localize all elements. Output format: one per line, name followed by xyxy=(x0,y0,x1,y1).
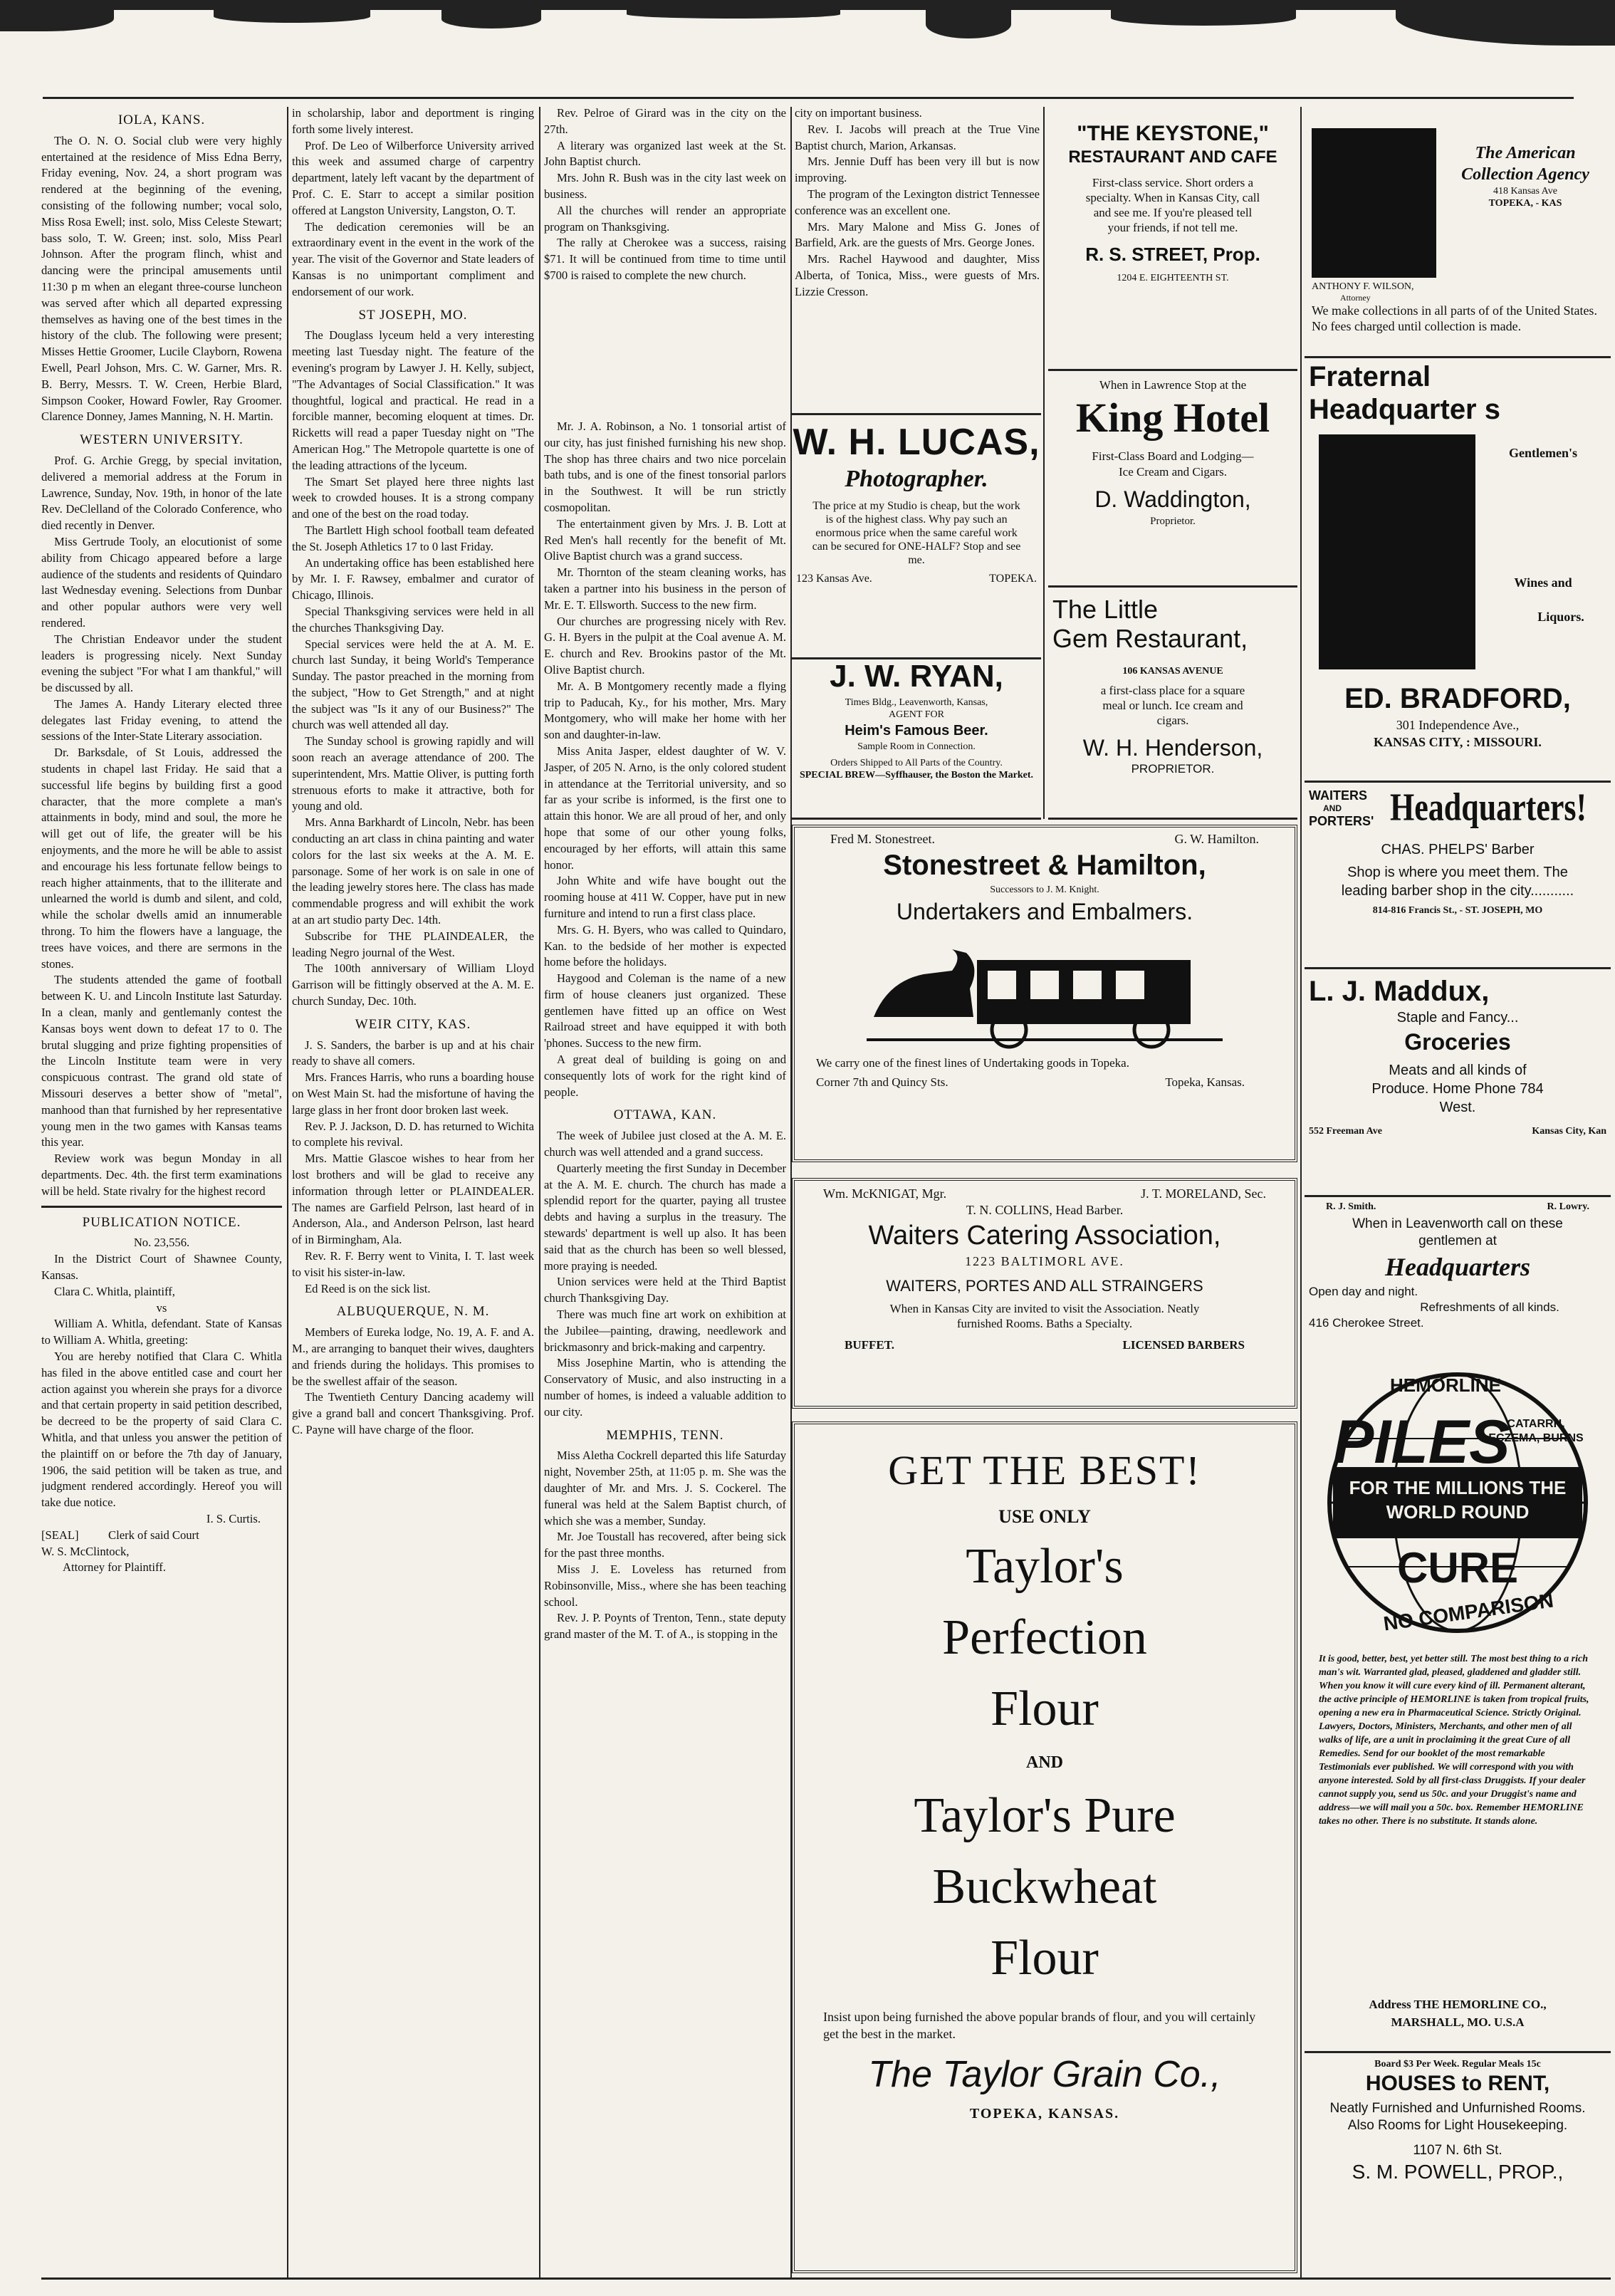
ad-stonestreet-hamilton xyxy=(792,825,1297,1162)
fraternal-image xyxy=(1319,434,1475,669)
article-paragraph: Rev. J. P. Poynts of Trenton, Tenn., state deputy grand master of the M. T. of A., is stopping in the xyxy=(544,1611,786,1642)
notice-paragraph: Clara C. Whitla, plaintiff, xyxy=(54,1284,175,1298)
hemorline-city: MARSHALL, MO. U.S.A xyxy=(1391,2015,1525,2029)
stone-address-row xyxy=(795,1071,1295,1090)
wca-body: When in Kansas City are invited to visit the Association. Neatly furnished Rooms. Baths a Specialty. xyxy=(889,1302,1200,1330)
article-paragraph: John White and wife have bought out the rooming house at 411 W. Copper, have put in new furniture and intend to run a first class place. xyxy=(544,874,786,920)
ad-little-gem-restaurant xyxy=(1048,588,1297,820)
article-paragraph: The students attended the game of football between K. U. and Lincoln Institute last Saturday. In a clean, manly and gentlemanly contest the Kansas boys went down to defeat 17 to 0. The brutal slugging and prize fighting propensities of the Lincoln Institute team were in very conspicuous contrast. The grand old state of Missouri deserves a better show of "metal", manhood than that furnished by her representative young men in the two games with Kansas teams this year. xyxy=(41,973,282,1149)
column-rule xyxy=(539,107,540,2279)
article-paragraph: The Smart Set played here three nights last week to crowded houses. It is a strong company and one of the best on the road today. xyxy=(292,474,534,521)
hemorline-piles: PILES xyxy=(1333,1408,1510,1476)
section-heading-iola: IOLA, KANS. xyxy=(117,113,206,127)
collection-name: The American Collection Agency xyxy=(1461,144,1589,184)
article-paragraph: The week of Jubilee just closed at the A. M. E. church was well attended and a grand success. xyxy=(544,1129,786,1159)
fraternal-owner: ED. BRADFORD, xyxy=(1344,683,1571,714)
fraternal-address: 301 Independence Ave., xyxy=(1396,718,1520,732)
hemorline-cure: CURE xyxy=(1397,1544,1519,1592)
article-paragraph: The 100th anniversary of William Lloyd Garrison will be fittingly observed at the A. M. E. church Sunday, Dec. 10th. xyxy=(292,961,534,1008)
article-paragraph: Special services were held the at A. M. E. church last Sunday, it being World's Temperance Sunday. The pastor preached in the morning from the subject, "How to Get Strength," and at night the subject was "Is it any of our Business?" The church was well attended all day. xyxy=(292,637,534,732)
notice-signature: Attorney for Plaintiff. xyxy=(63,1560,166,1575)
article-paragraph: Members of Eureka lodge, No. 19, A. F. and A. M., are arranging to banquet their wives, daughters and friends during the holidays. This promises to be the swellest affair of the season. xyxy=(292,1325,534,1388)
flour-flour: Flour xyxy=(991,1681,1099,1736)
houses-body: Neatly Furnished and Unfurnished Rooms. Also Rooms for Light Housekeeping. xyxy=(1329,2101,1586,2133)
hq-name: R. J. Smith. xyxy=(1326,1201,1376,1212)
stone-name: Stonestreet & Hamilton, xyxy=(883,850,1206,881)
damaged-top-edge xyxy=(0,0,1615,107)
article-paragraph: Mrs. Mary Malone and Miss G. Jones of Barfield, Ark. are the guests of Mrs. George Jones. xyxy=(795,219,1040,250)
keystone-address: 1204 E. EIGHTEENTH ST. xyxy=(1117,273,1229,283)
fraternal-line1: Fraternal xyxy=(1309,361,1431,392)
article-paragraph: The Christian Endeavor under the student leaders is progressing nicely. Next Sunday evening the subject "For what I am thankful," will be discussed by all. xyxy=(41,632,282,695)
stone-title: Undertakers and Embalmers. xyxy=(896,899,1193,924)
ad-keystone-restaurant xyxy=(1048,121,1297,371)
flour-use-only: USE ONLY xyxy=(998,1506,1091,1527)
article-paragraph: Haygood and Coleman is the name of a new firm of house cleaners just organized. These gentlemen have fitted up an office on West Railroad street and have equipped it with both 'phones. Success to the new firm. xyxy=(544,971,786,1050)
collection-city: TOPEKA, - KAS xyxy=(1488,198,1562,209)
ad-hemorline-piles-cure xyxy=(1305,1353,1611,2053)
notice-paragraph: William A. Whitla, defendant. State of Kansas to William A. Whitla, greeting: xyxy=(41,1317,282,1347)
section-heading-memphis: MEMPHIS, TENN. xyxy=(606,1427,724,1443)
ad-waiters-catering-association xyxy=(792,1178,1297,1409)
ad-maddux-groceries xyxy=(1305,970,1611,1197)
article-paragraph: city on important business. xyxy=(795,106,922,120)
king-line: First-Class Board and Lodging— xyxy=(1092,449,1254,463)
gem-prop: PROPRIETOR. xyxy=(1131,762,1215,776)
stone-partner: G. W. Hamilton. xyxy=(1174,832,1259,846)
stone-successor: Successors to J. M. Knight. xyxy=(990,885,1099,895)
flour-taylors-pure: Taylor's Pure xyxy=(914,1788,1176,1843)
ryan-product: Heim's Famous Beer. xyxy=(845,723,988,739)
ad-waiters-porters-headquarters xyxy=(1305,783,1611,969)
column-rule xyxy=(1300,107,1302,2279)
notice-vs: vs xyxy=(156,1300,167,1315)
article-paragraph: The Twentieth Century Dancing academy will give a grand ball and concert Thanksgiving. Prof. C. Payne will have charge of the floor. xyxy=(292,1390,534,1436)
column-rule xyxy=(287,107,288,2279)
article-paragraph: Mrs. G. H. Byers, who was called to Quindaro, Kan. to the bedside of her mother is expected home before the holidays. xyxy=(544,922,786,969)
wca-secretary: J. T. MORELAND, Sec. xyxy=(1141,1186,1266,1201)
article-paragraph: in scholarship, labor and deportment is ringing forth some lively interest. xyxy=(292,106,534,136)
flour-headline: GET THE BEST! xyxy=(888,1447,1201,1493)
lucas-address: 123 Kansas Ave. xyxy=(796,573,872,585)
article-paragraph: The Sunday school is growing rapidly and will soon reach an average attendance of 200. The superintendent, Mrs. Mattie Oliver, is putting forth strenuous eforts to make it attractive, both for young and old. xyxy=(292,734,534,813)
keystone-sub: RESTAURANT AND CAFE xyxy=(1068,147,1277,167)
gem-line1: The Little xyxy=(1052,595,1159,624)
gem-line2: Gem Restaurant, xyxy=(1052,624,1248,653)
houses-owner: S. M. POWELL, PROP., xyxy=(1352,2161,1564,2183)
article-paragraph: Mrs. Mattie Glascoe wishes to hear from her lost brothers and will be glad to receive any information through letter or PLAINDEALER. The names are Garfield Pelrson, last heard of in Anderson, Ala., and Anderson Pelrson, last heard of in Birmingham, Ala. xyxy=(292,1152,534,1247)
ryan-line: Sample Room in Connection. xyxy=(857,741,976,752)
wca-sub: WAITERS, PORTES AND ALL STRAINGERS xyxy=(886,1277,1203,1295)
article-paragraph: Special Thanksgiving services were held in all the churches Thanksgiving Day. xyxy=(292,604,534,635)
column-1 xyxy=(41,105,282,2285)
king-prop: Proprietor. xyxy=(1150,516,1196,527)
hq-address: 416 Cherokee Street. xyxy=(1309,1316,1424,1330)
fraternal-gentlemens: Gentlemen's xyxy=(1509,446,1577,460)
maddux-city: Kansas City, Kan xyxy=(1532,1126,1606,1137)
maddux-address: 552 Freeman Ave xyxy=(1309,1126,1382,1137)
article-paragraph: Rev. I. Jacobs will preach at the True Vine Baptist church, Marion, Arkansas. xyxy=(795,122,1040,152)
article-paragraph: Miss J. E. Loveless has returned from Robinsonville, Miss., where she has been teaching school. xyxy=(544,1562,786,1609)
article-paragraph: Miss Anita Jasper, eldest daughter of W. V. Jasper, of 205 N. Arno, is the only colored student in attendance at the Territorial university, and so far as your scribe is informed, is the first one to attain this honor. We are all proud of her, and only hope that some of our other young folks, encouraged by her efforts, will attain this same honor. xyxy=(544,743,786,872)
section-heading-weir-city: WEIR CITY, KAS. xyxy=(355,1016,471,1032)
ad-lucas-photographer-box xyxy=(792,413,1041,659)
article-paragraph: Rev. P. J. Jackson, D. D. has returned to Wichita to complete his revival. xyxy=(292,1119,534,1149)
wp-line: PORTERS' xyxy=(1309,814,1374,828)
fraternal-liquors: Liquors. xyxy=(1537,610,1584,624)
article-paragraph: J. S. Sanders, the barber is up and at his chair ready to shave all comers. xyxy=(292,1038,534,1068)
article-paragraph: All the churches will render an appropriate program on Thanksgiving. xyxy=(544,203,786,234)
ad-houses-to-rent xyxy=(1305,2054,1611,2277)
portrait-image xyxy=(1312,128,1436,278)
flour-and: AND xyxy=(1026,1753,1063,1772)
king-line: Ice Cream and Cigars. xyxy=(1119,465,1227,479)
article-paragraph: Review work was begun Monday in all departments. Dec. 4th. the first term examinations will be held. State rivalry for the highest record xyxy=(41,1152,282,1198)
stone-city: Topeka, Kansas. xyxy=(1165,1075,1245,1089)
column-3-top xyxy=(544,105,786,419)
wca-address: 1223 BALTIMORL AVE. xyxy=(965,1254,1124,1268)
notice-paragraph: You are hereby notified that Clara C. Whitla has filed in the above entitled case and court her action against you wherein she prays for a divorce and that certain property in said petition described, be decreed to be the property of said Clara C. Whitla, and that unless you answer the petition of the plaintiff on or before the 7th day of January, 1906, the said petition will be taken as true, and judgment rendered accordingly. Hereof you will take due notice. xyxy=(41,1349,282,1510)
hq-names-row xyxy=(1305,1198,1611,1216)
ryan-line: SPECIAL BREW—Syffhauser, the Boston the Market. xyxy=(799,770,1034,781)
ad-collection-agency xyxy=(1305,121,1611,358)
collection-body: We make collections in all parts of of the United States. No fees charged until collection is made. xyxy=(1312,303,1597,333)
stone-partner: Fred M. Stonestreet. xyxy=(830,832,935,846)
article-paragraph: Quarterly meeting the first Sunday in December at the A. M. E. church. The church has made a splendid report for the quarter, paying all trustee debts and having a surplus in the treasury. The stewards' department is well up also. It has been said that as the church has been so well blessed, more praying is needed. xyxy=(544,1161,786,1273)
article-paragraph: A great deal of building is going on and consequently lots of work for the right kind of people. xyxy=(544,1053,786,1099)
fraternal-wines: Wines and xyxy=(1514,575,1572,590)
stone-body: We carry one of the finest lines of Undertaking goods in Topeka. xyxy=(816,1056,1129,1070)
article-paragraph: There was much fine art work on exhibition at the Jubilee—painting, drawing, needlework and brickmasonry and brick-making and carpentry. xyxy=(544,1308,786,1354)
maddux-groceries: Groceries xyxy=(1404,1029,1511,1055)
hemorline-top: HEMORLINE xyxy=(1390,1374,1501,1396)
hq-headquarters: Headquarters xyxy=(1384,1253,1530,1281)
article-paragraph: Rev. R. F. Berry went to Vinita, I. T. last week to visit his sister-in-law. xyxy=(292,1248,534,1279)
column-2 xyxy=(292,105,534,2285)
ryan-name: J. W. RYAN, xyxy=(830,659,1003,694)
flour-city: TOPEKA, KANSAS. xyxy=(969,2106,1120,2122)
ad-fraternal-headquarters xyxy=(1305,360,1611,783)
article-paragraph: The Douglass lyceum held a very interesting meeting last Tuesday night. The feature of the evening's program by Lawyer J. H. Kelly, subject, "The Advantages of Social Classification." It was thoughtful, logical and practical. He read in a forcible manner, becoming eloquent at times. Dr. Ricketts will read a paper Tuesday night on "The American Hog." The Metropole quartette is one of the leading attractions of the lyceum. xyxy=(292,328,534,472)
article-paragraph: Mrs. John R. Bush was in the city last week on business. xyxy=(544,171,786,201)
lucas-city: TOPEKA. xyxy=(989,573,1037,585)
ryan-line: Orders Shipped to All Parts of the Country. xyxy=(830,758,1003,768)
collection-role: Attorney xyxy=(1340,293,1371,303)
article-paragraph: Miss Gertrude Tooly, an elocutionist of some ability from Chicago appeared before a large audience of the students and residents of Quindaro last Wednesday evening. Selections from Dunbar and other popular authors were very well rendered. xyxy=(41,534,282,630)
article-paragraph: Rev. Pelroe of Girard was in the city on the 27th. xyxy=(544,106,786,136)
wp-headquarters: Headquarters! xyxy=(1390,785,1587,829)
wca-name: Waiters Catering Association, xyxy=(868,1221,1221,1251)
wp-body: Shop is where you meet them. The leading barber shop in the city........... xyxy=(1341,865,1574,899)
column-4-top xyxy=(795,105,1040,412)
article-paragraph: Mr. Thornton of the steam cleaning works, has taken a partner into his business in the person of Mr. E. T. Ellsworth. Success to the new firm. xyxy=(544,565,786,612)
article-paragraph: The entertainment given by Mrs. J. B. Lott at Red Men's hall recently for the benefit of Mt. Olive Baptist church was a grand success. xyxy=(544,516,786,563)
article-paragraph: The rally at Cherokee was a success, raising $71. It will be continued from time to time until $700 is raised to complete the new church. xyxy=(544,236,786,282)
flour-buckwheat: Buckwheat xyxy=(932,1859,1157,1914)
section-heading-ottawa: OTTAWA, KAN. xyxy=(613,1107,717,1123)
wca-officers-row xyxy=(795,1181,1295,1201)
king-name: King Hotel xyxy=(1075,395,1270,441)
notice-signature: [SEAL] Clerk of said Court xyxy=(41,1528,199,1542)
wp-line: WAITERS xyxy=(1309,788,1368,803)
ad-ryan-beer xyxy=(792,657,1041,820)
ryan-line: AGENT FOR xyxy=(889,709,944,720)
maddux-address-row xyxy=(1305,1121,1611,1142)
page-bottom-rule xyxy=(41,2277,1611,2280)
hearse-illustration xyxy=(845,932,1244,1053)
lucas-body: The price at my Studio is cheap, but the work is of the highest class. Why pay such an enormous price when the same careful work can be secured for ONE-HALF? Stop and see me. xyxy=(812,500,1021,566)
keystone-body: First-class service. Short orders a specialty. When in Kansas City, call and see me. If you're pleased tell your friends, if not tell me. xyxy=(1085,176,1260,234)
keystone-prop: R. S. STREET, Prop. xyxy=(1085,244,1260,265)
hq-name: R. Lowry. xyxy=(1547,1201,1589,1212)
article-paragraph: Mrs. Frances Harris, who runs a boarding house on West Main St. had the misfortune of having the large glass in her front door broken last week. xyxy=(292,1070,534,1117)
hemorline-no-comparison: NO COMPARISON xyxy=(1381,1589,1555,1635)
wp-address: 814-816 Francis St., - ST. JOSEPH, MO xyxy=(1372,905,1543,916)
lucas-name: W. H. LUCAS, xyxy=(793,422,1040,463)
article-paragraph: Mr. A. B Montgomery recently made a flying trip to Paducah, Ky., for his mother, Mrs. Mary Montgomery, who will make her home with her son and daughter-in-law. xyxy=(544,679,786,742)
maddux-name: L. J. Maddux, xyxy=(1309,976,1490,1007)
wp-line: AND xyxy=(1323,803,1342,813)
maddux-line: Staple and Fancy... xyxy=(1396,1010,1519,1026)
lucas-title: Photographer. xyxy=(845,466,988,492)
maddux-body: Meats and all kinds of Produce. Home Phone 784 West. xyxy=(1371,1063,1544,1115)
hemorline-body: It is good, better, best, yet better still. The most best thing to a rich man's wit. Warranted glad, pleased, gladdened and gladder still. When you know it will cure every kind of ill. Permanent alterant, the active principle of HEMORLINE is taken from tropical fruits, opening a new era in Pharmaceutical Science. Strictly Original. Lawyers, Doctors, Ministers, Merchants, and other men of all walks of life, are a unit in proclaiming it the great Cure of all Remedies. Send for our booklet of the most remarkable Testimonials ever published. We will correspond with you with anyone interested. Sold by all first-class Druggists. If your dealer cannot supply you, send us 50c. and your Druggist's name and address—we will mail you a 50c. box. Remember HEMORLINE takes no other. There is no substitute. It stands alone. xyxy=(1319,1654,1589,1827)
keystone-name: "THE KEYSTONE," xyxy=(1077,122,1269,145)
article-paragraph: Ed Reed is on the sick list. xyxy=(305,1281,431,1295)
section-heading-publication-notice: PUBLICATION NOTICE. xyxy=(82,1214,241,1230)
ryan-line: Times Bldg., Leavenworth, Kansas, xyxy=(845,697,988,708)
section-heading-western-university: WESTERN UNIVERSITY. xyxy=(80,432,244,448)
lucas-address-row xyxy=(792,570,1041,588)
wp-owner: CHAS. PHELPS' Barber xyxy=(1381,842,1535,857)
article-paragraph: Mr. Joe Toustall has recovered, after being sick for the past three months. xyxy=(544,1530,786,1560)
hemorline-company: Address THE HEMORLINE CO., xyxy=(1369,1998,1547,2011)
notice-paragraph: In the District Court of Shawnee County, Kansas. xyxy=(41,1252,282,1282)
hq-line: Refreshments of all kinds. xyxy=(1420,1300,1559,1314)
hemorline-catarrh: CATARRH, ECZEMA, BURNS xyxy=(1488,1418,1584,1444)
wca-footer-row xyxy=(795,1334,1295,1357)
article-paragraph: The Bartlett High school football team defeated the St. Joseph Athletics 17 to 0 last Friday. xyxy=(292,523,534,553)
wca-licensed: LICENSED BARBERS xyxy=(1122,1338,1245,1352)
collection-person: ANTHONY F. WILSON, xyxy=(1312,281,1414,292)
article-paragraph: Prof. De Leo of Wilberforce University arrived this week and assumed charge of carpentry department, lately left vacant by the department of Prof. C. E. Starr to accept a similar position offered at Langston University, Langston, O. T. xyxy=(292,138,534,217)
article-paragraph: Our churches are progressing nicely with Rev. G. H. Byers in the pulpit at the Coal avenue A. M. E. church and Rev. Brookins pastor of the Mt. Olive Baptist church. xyxy=(544,614,786,677)
hq-intro: When in Leavenworth call on these gentlemen at xyxy=(1352,1216,1563,1248)
houses-title: HOUSES to RENT, xyxy=(1365,2072,1550,2095)
section-heading-st-joseph: ST JOSEPH, MO. xyxy=(358,307,468,323)
article-paragraph: The James A. Handy Literary elected three delegates last Friday evening, to attend the sessions of the Inter-State Literary association. xyxy=(41,696,282,743)
flour-body: Insist upon being furnished the above popular brands of flour, and you will certainly get the best in the market. xyxy=(823,2010,1256,2041)
section-rule xyxy=(41,1206,282,1208)
gem-address: 106 KANSAS AVENUE xyxy=(1122,666,1223,677)
wca-manager: Wm. McKNIGAT, Mgr. xyxy=(823,1186,947,1201)
article-paragraph: A literary was organized last week at the St. John Baptist church. xyxy=(544,138,786,169)
gem-owner: W. H. Henderson, xyxy=(1082,735,1263,761)
notice-signature: W. S. McClintock, xyxy=(41,1544,130,1558)
article-paragraph: Miss Josephine Martin, who is attending the Conservatory of Music, and also instructing in a number of homes, is indeed a valuable addition to our city. xyxy=(544,1356,786,1419)
flour-perfection: Perfection xyxy=(942,1610,1147,1665)
hq-line: Open day and night. xyxy=(1309,1285,1418,1298)
wca-buffet: BUFFET. xyxy=(845,1338,895,1352)
flour-taylors: Taylor's xyxy=(966,1539,1124,1594)
fraternal-line2: Headquarter s xyxy=(1309,394,1500,425)
ad-taylor-flour xyxy=(792,1421,1297,2273)
flour-flour2: Flour xyxy=(991,1931,1099,1985)
gem-body: a first-class place for a square meal or lunch. Ice cream and cigars. xyxy=(1100,684,1245,727)
article-paragraph: Mrs. Jennie Duff has been very ill but is now improving. xyxy=(795,155,1040,185)
fraternal-city: KANSAS CITY, : MISSOURI. xyxy=(1374,735,1542,749)
king-owner: D. Waddington, xyxy=(1094,486,1251,512)
article-paragraph: An undertaking office has been established here by Mr. I. F. Rawsey, embalmer and curator of Chicago, Illinois. xyxy=(292,555,534,602)
collection-address: 418 Kansas Ave xyxy=(1493,186,1557,197)
article-paragraph: Dr. Barksdale, of St Louis, addressed the students in chapel last Friday. He said that a successful life begins by building first a good character, that the more complete a man's attainments in body, mind and soul, the more he will get out of life, the greater will be his enjoyments, and the more he will be able to assist and encourage his less fortunate fellow beings to reach higher attainments, that to the illiterate and unlearned the world is dumb and silent, and cold, while the scholar dwells amid an innumerable throng. To him the flowers have a language, the trees have voices, and there are sermons in the stones. xyxy=(41,746,282,971)
ad-headquarters-leavenworth xyxy=(1305,1198,1611,1340)
stone-partners-row xyxy=(795,828,1295,847)
flour-company: The Taylor Grain Co., xyxy=(868,2054,1221,2095)
ad-king-hotel xyxy=(1048,372,1297,588)
king-intro: When in Lawrence Stop at the xyxy=(1099,378,1247,392)
article-paragraph: Miss Aletha Cockrell departed this life Saturday night, November 25th, at 11:05 p. m. She was the daughter of Mr. and Mrs. J. S. Cockerel. The funeral was held at the Salem Baptist church, of which she was a member, Sunday. xyxy=(544,1449,786,1528)
article-paragraph: Subscribe for THE PLAINDEALER, the leading Negro journal of the West. xyxy=(292,929,534,959)
article-paragraph: Mrs. Rachel Haywood and daughter, Miss Alberta, of Tonica, Miss., were guests of Mrs. Lizzie Cresson. xyxy=(795,252,1040,298)
section-heading-albuquerque: ALBUQUERQUE, N. M. xyxy=(336,1304,490,1320)
notice-number: No. 23,556. xyxy=(133,1236,190,1250)
article-paragraph: The O. N. O. Social club were very highly entertained at the residence of Miss Edna Berry, Friday evening, Nov. 24, a short program was rendered at the beginning of the evening, consisting of the following number; vocal solo, Miss Rosa Ewell; inst. solo, Miss Celeste Stewart; bass solo, T. W. Green; inst. solo, Miss Pearl Johnson. After the program flinch, whist and dancing were the principal amusements until 11:30 p m when an elegant three-course luncheon was served after which all departed expressing themselves as having one of the best times in the history of the club. The following were present; Misses Hettie Groomer, Lucile Clayborn, Rowena Ewell, Pearl Johson, Mrs. C. W. Garner, Mrs. R. B. Berry, Messrs. T. W. Creen, Herbie Blard, Simpson Cooker, Howard Fowler, Ray Groomer. Clarence Donney, James Manning, N. H. Martin. xyxy=(41,133,282,424)
notice-signature: I. S. Curtis. xyxy=(206,1511,261,1525)
article-paragraph: Prof. G. Archie Gregg, by special invitation, delivered a memorial address at the Forum in Lawrence, Sunday, Nov. 19th, in honor of the late Rev. DeClelland of the Colorado Conference, who died recently in Denver. xyxy=(41,453,282,533)
stone-address: Corner 7th and Quincy Sts. xyxy=(816,1075,948,1089)
houses-top: Board $3 Per Week. Regular Meals 15c xyxy=(1374,2059,1541,2070)
article-paragraph: The dedication ceremonies will be an extraordinary event in the event in the work of the year. The visit of the Governor and State leaders of Kansas is no unimportant compliment and endorsement of our work. xyxy=(292,219,534,298)
article-paragraph: Mr. J. A. Robinson, a No. 1 tonsorial artist of our city, has just finished furnishing his new shop. The shop has three chairs and two nice porcelain bath tubs, and is one of the finest tonsorial parlors in the Southwest. It will be run strictly cosmopolitan. xyxy=(544,419,786,514)
wca-head-barber: T. N. COLLINS, Head Barber. xyxy=(966,1203,1124,1217)
article-paragraph: Union services were held at the Third Baptist church Thanksgiving Day. xyxy=(544,1275,786,1305)
article-paragraph: The program of the Lexington district Tennessee conference was an excellent one. xyxy=(795,187,1040,217)
column-3-bottom xyxy=(544,419,786,2285)
article-paragraph: Mrs. Anna Barkhardt of Lincoln, Nebr. has been conducting an art class in china painting and water colors for the last six weeks at the A. M. E. parsonage. Some of her work is on sale in one of the leading jewelry stores here. The class has made commendable progress and will exhibit the work at an art studio party Dec. 14th. xyxy=(292,815,534,927)
houses-address: 1107 N. 6th St. xyxy=(1413,2143,1502,2158)
hemorline-slogan: FOR THE MILLIONS THE WORLD ROUND xyxy=(1349,1477,1567,1523)
